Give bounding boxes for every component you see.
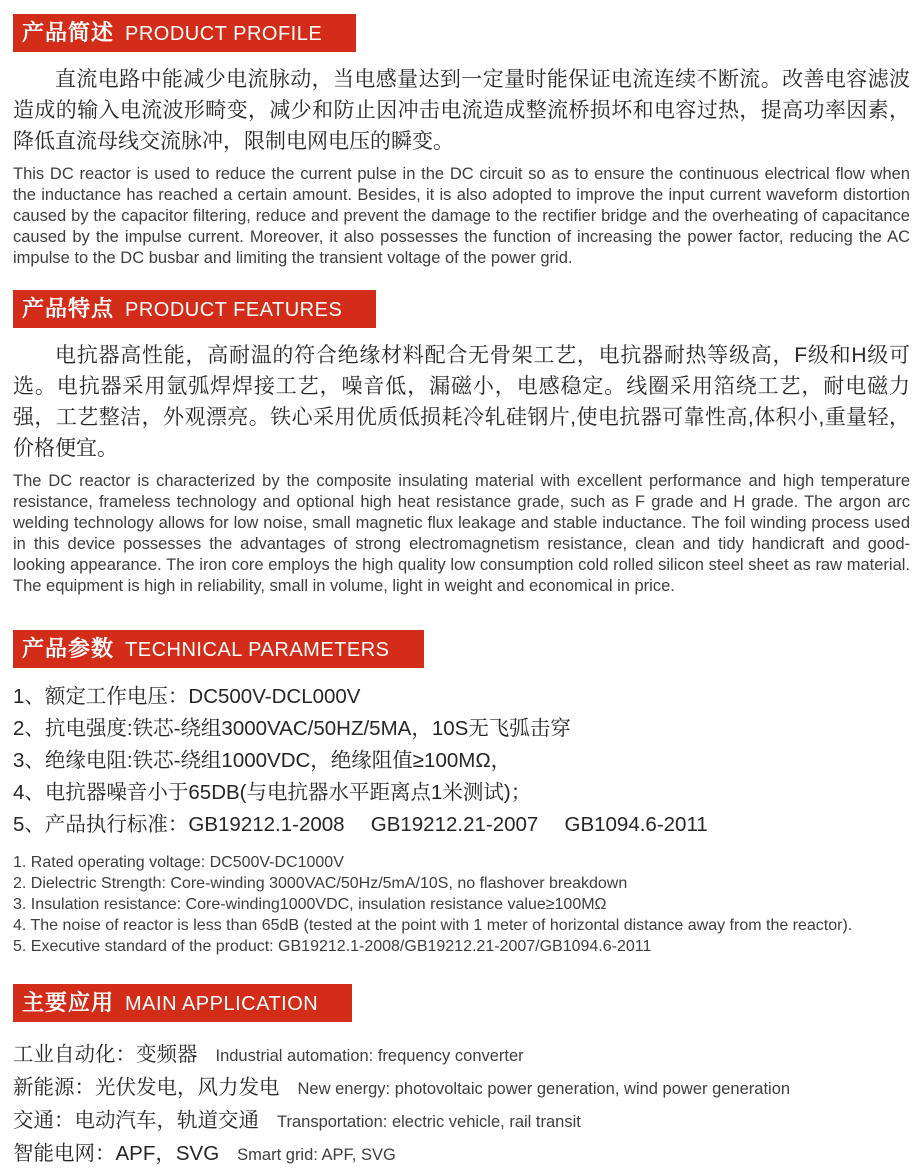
section-title-english: PRODUCT FEATURES (125, 299, 343, 321)
profile-paragraph-english: This DC reactor is used to reduce the current pulse in the DC circuit so as to ensure the continuous electrical flow when the inductance has reached a certain amount. Besides, it is also adopted to improve the input current waveform distortion caused by the capacitor filtering, reduce and prevent the damage to the rectifier bridge and the overheating of capacitance caused by the impulse current. Moreover, it also possesses the function of increasing the power factor, reducing the AC impulse to the DC busbar and limiting the transient voltage of the power grid. (13, 165, 910, 267)
section-header-technical-parameters (13, 630, 424, 668)
section-title-english: PRODUCT PROFILE (125, 23, 323, 45)
application-chinese: 工业自动化：变频器 (13, 1043, 198, 1066)
application-chinese: 交通：电动汽车，轨道交通 (13, 1109, 259, 1132)
application-row (13, 1103, 910, 1136)
application-row (13, 1136, 910, 1169)
section-header-product-profile (13, 14, 356, 52)
parameters-list-chinese (13, 681, 910, 841)
section-product-features (13, 290, 910, 597)
section-title-chinese: 产品简述 (22, 20, 115, 45)
parameter-item-english: 3. Insulation resistance: Core-winding1000VDC, insulation resistance value≥100MΩ (13, 896, 607, 913)
parameter-item-english: 2. Dielectric Strength: Core-winding 3000VAC/50Hz/5mA/10S, no flashover breakdown (13, 875, 628, 892)
section-technical-parameters (13, 630, 910, 957)
application-row (13, 1037, 910, 1070)
section-product-profile (13, 14, 910, 269)
section-title-chinese: 主要应用 (22, 990, 115, 1015)
parameter-item-english: 4. The noise of reactor is less than 65dB (tested at the point with 1 meter of horizontal distance away from the reactor). (13, 917, 853, 934)
section-header-main-application (13, 984, 352, 1022)
application-english: New energy: photovoltaic power generation, wind power generation (297, 1080, 791, 1098)
parameter-item-chinese: 3、绝缘电阻:铁芯-绕组1000VDC，绝缘阻值≥100MΩ， (13, 749, 512, 772)
parameter-item-chinese: 1、额定工作电压：DC500V-DCL000V (13, 685, 361, 708)
features-paragraph-chinese: 电抗器高性能，高耐温的符合绝缘材料配合无骨架工艺，电抗器耐热等级高，F级和H级可选。电抗器采用氩弧焊焊接工艺，噪音低，漏磁小，电感稳定。线圈采用箔绕工艺，耐电磁力强，工艺整洁，外观漂亮。铁心采用优质低损耗冷轧硅钢片,使电抗器可靠性高,体积小,重量轻，价格便宜。 (13, 344, 910, 460)
parameter-item-english: 5. Executive standard of the product: GB19212.1-2008/GB19212.21-2007/GB1094.6-2011 (13, 938, 652, 955)
section-title-english: TECHNICAL PARAMETERS (125, 639, 390, 661)
parameter-item-english: 1. Rated operating voltage: DC500V-DC1000V (13, 854, 344, 871)
section-header-product-features (13, 290, 376, 328)
parameter-item-chinese: 4、电抗器噪音小于65DB(与电抗器水平距离点1米测试)； (13, 781, 532, 804)
profile-paragraph-chinese: 直流电路中能减少电流脉动，当电感量达到一定量时能保证电流连续不断流。改善电容滤波造成的输入电流波形畸变，减少和防止因冲击电流造成整流桥损坏和电容过热，提高功率因素，降低直流母线交流脉冲，限制电网电压的瞬变。 (13, 68, 910, 153)
parameters-list-english (13, 852, 910, 957)
section-title-chinese: 产品参数 (22, 636, 115, 661)
application-list (13, 1037, 910, 1169)
section-title-chinese: 产品特点 (22, 296, 115, 321)
parameter-item-chinese: 5、产品执行标准：GB19212.1-2008 GB19212.21-2007 GB1094.6-2011 (13, 813, 708, 836)
section-title-english: MAIN APPLICATION (125, 993, 319, 1015)
application-english: Transportation: electric vehicle, rail transit (277, 1113, 581, 1131)
application-chinese: 智能电网：APF，SVG (13, 1142, 220, 1165)
application-row (13, 1070, 910, 1103)
section-main-application (13, 984, 910, 1169)
application-english: Industrial automation: frequency converter (215, 1047, 524, 1065)
features-paragraph-english: The DC reactor is characterized by the composite insulating material with excellent performance and high temperature resistance, frameless technology and optional high heat resistance grade, such as F grade and H grade. The argon arc welding technology allows for low noise, small magnetic flux leakage and stable inductance. The foil winding process used in this device possesses the advantages of strong electromagnetism resistance, clean and tidy handicraft and good-looking appearance. The iron core employs the high quality low consumption cold rolled silicon steel sheet as raw material. The equipment is high in reliability, small in volume, light in weight and economical in price. (13, 472, 910, 595)
application-english: Smart grid: APF, SVG (237, 1146, 396, 1164)
parameter-item-chinese: 2、抗电强度:铁芯-绕组3000VAC/50HZ/5MA，10S无飞弧击穿 (13, 717, 571, 740)
application-chinese: 新能源：光伏发电，风力发电 (13, 1076, 280, 1099)
